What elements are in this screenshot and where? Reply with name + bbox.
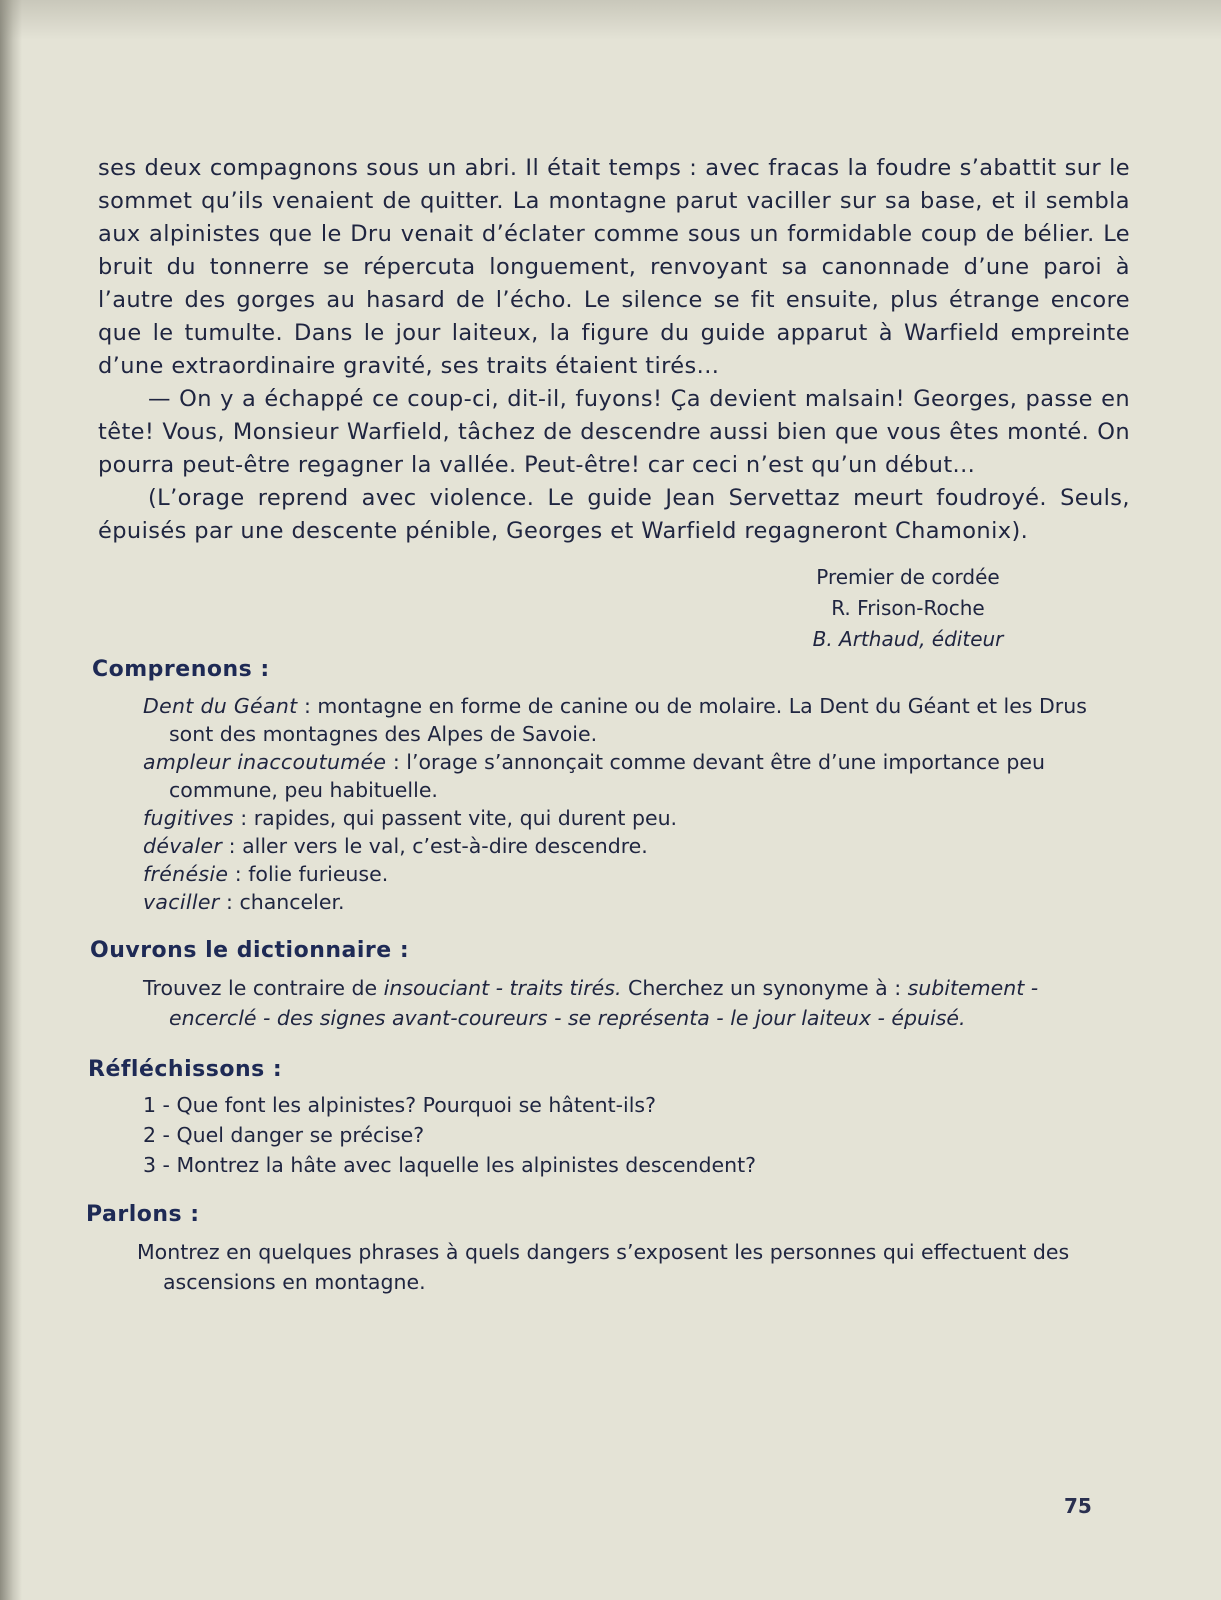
question-item: 3 - Montrez la hâte avec laquelle les alpinistes descendent?: [143, 1153, 756, 1177]
glossary-entry: [143, 804, 1130, 832]
glossary-definition: : l’orage s’annonçait comme devant être d’une importance peu commune, peu habituelle.: [169, 750, 1045, 802]
glossary-entry: [143, 832, 1130, 860]
page-binding-edge: [0, 0, 22, 1600]
glossary-term: ampleur inaccoutumée: [143, 750, 387, 774]
glossary-entry: [143, 860, 1130, 888]
question-item: 2 - Quel danger se précise?: [143, 1123, 425, 1147]
dictionnaire-instruction-1: Trouvez le contraire de: [143, 976, 384, 1000]
passage-paragraph-1: ses deux compagnons sous un abri. Il était temps : avec fracas la foudre s’abattit sur le sommet qu’ils venaient de quitter. La montagne parut vaciller sur sa base, et il sembla aux alpinistes que le Dru venait d’éclater comme sous un formidable coup de bélier. Le bruit du tonnerre se répercuta longuement, renvoyant sa canonnade d’une paroi à l’autre des gorges au hasard de l’écho. Le silence se fit ensuite, plus étrange encore que le tumulte. Dans le jour laiteux, la figure du guide apparut à Warfield empreinte d’une extraordinaire gravité, ses traits étaient tirés...: [98, 155, 1130, 379]
glossary-entry: [143, 692, 1130, 748]
book-author: R. Frison-Roche: [831, 596, 985, 620]
glossary-definition: : rapides, qui passent vite, qui durent peu.: [233, 806, 678, 830]
source-credits: [788, 562, 1028, 655]
book-title: Premier de cordée: [816, 565, 1000, 589]
dictionnaire-words-1: insouciant - traits tirés.: [383, 976, 622, 1000]
glossary-entry: [143, 888, 1130, 916]
question-item: 1 - Que font les alpinistes? Pourquoi se hâtent-ils?: [143, 1093, 656, 1117]
book-publisher: B. Arthaud, éditeur: [812, 627, 1004, 651]
passage-paragraph-3: (L’orage reprend avec violence. Le guide Jean Servettaz meurt foudroyé. Seuls, épuisés par une descente pénible, Georges et Warfield regagneront Chamonix).: [98, 485, 1130, 544]
page-content: [86, 152, 1130, 1297]
question-list: [143, 1090, 1130, 1180]
glossary-term: fugitives: [143, 806, 234, 830]
reflechissons-heading: Réfléchissons :: [88, 1057, 283, 1082]
dictionnaire-heading: Ouvrons le dictionnaire :: [90, 938, 410, 963]
glossary-term: frénésie: [143, 862, 229, 886]
dictionnaire-instruction-2: Cherchez un synonyme à :: [621, 976, 908, 1000]
glossary-term: Dent du Géant: [143, 694, 298, 718]
glossary-definition: : aller vers le val, c’est-à-dire descendre.: [222, 834, 648, 858]
parlons-exercise: Montrez en quelques phrases à quels dangers s’exposent les personnes qui effectuent des ascensions en montagne.: [137, 1240, 1070, 1294]
glossary-definition: : chanceler.: [219, 890, 345, 914]
glossary-entry: [143, 748, 1130, 804]
glossary-term: dévaler: [143, 834, 223, 858]
dictionnaire-words-2: subitement - encerclé - des signes avant-coureurs - se représenta - le jour laiteux - épuisé.: [169, 976, 1039, 1030]
glossary-definition: : montagne en forme de canine ou de molaire. La Dent du Géant et les Drus sont des montagnes des Alpes de Savoie.: [169, 694, 1087, 746]
passage-paragraph-2: — On y a échappé ce coup-ci, dit-il, fuyons! Ça devient malsain! Georges, passe en tête! Vous, Monsieur Warfield, tâchez de descendre aussi bien que vous êtes monté. On pourra peut-être regagner la vallée. Peut-être! car ceci n’est qu’un début...: [98, 386, 1130, 478]
glossary-definition: : folie furieuse.: [228, 862, 389, 886]
glossary-term: vaciller: [143, 890, 220, 914]
glossary-list: [143, 692, 1130, 916]
page-top-shadow: [0, 0, 1221, 40]
parlons-heading: Parlons :: [86, 1202, 200, 1227]
page-number: 75: [1064, 1494, 1092, 1518]
dictionnaire-exercise: [143, 973, 1130, 1033]
comprenons-heading: Comprenons :: [92, 657, 270, 682]
